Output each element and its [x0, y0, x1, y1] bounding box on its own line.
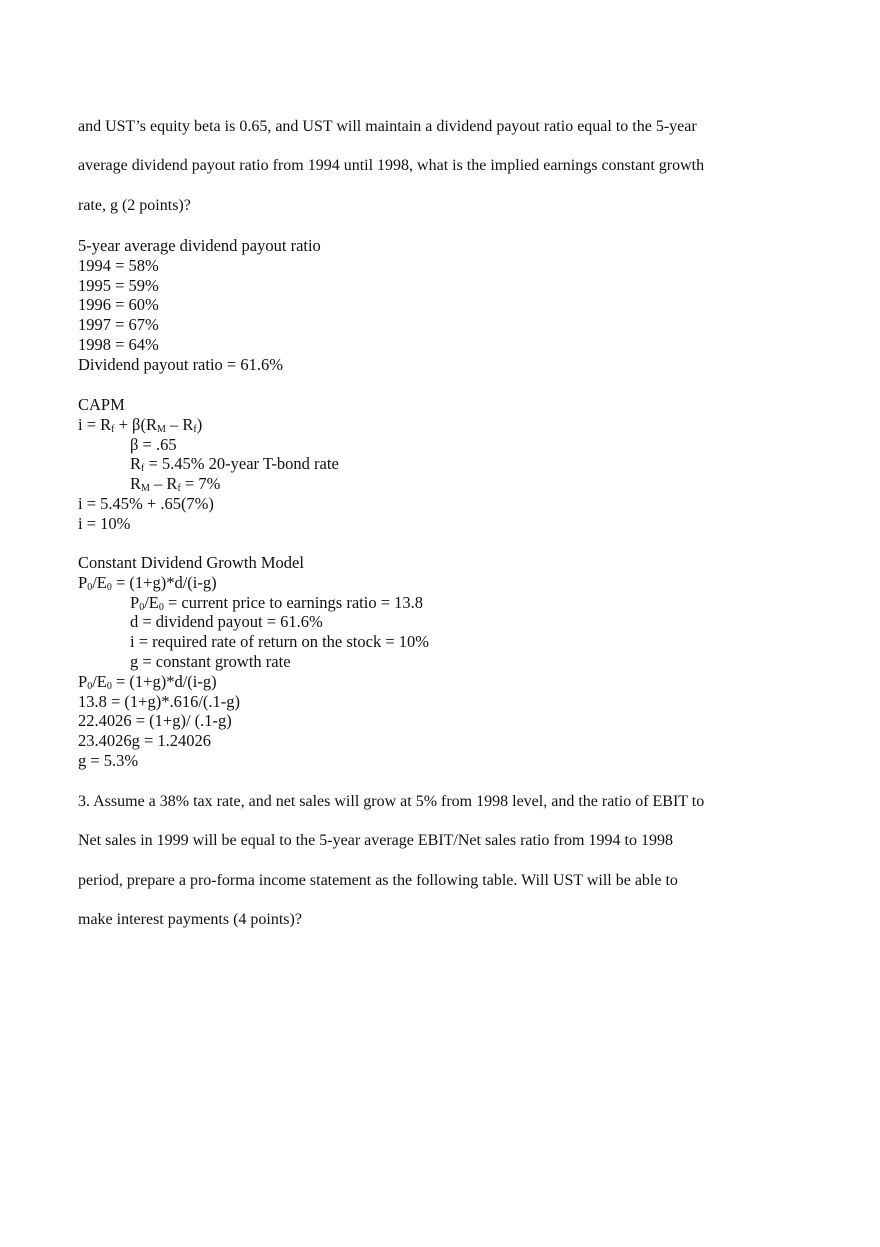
dgm-step: 22.4026 = (1+g)/ (.1-g): [78, 711, 232, 731]
capm-heading: CAPM: [78, 395, 125, 414]
dgm-pe-definition: $P_0/E_0$ = current price to earnings ratio = 13.8: [130, 592, 424, 613]
payout-year: 1995 = 59%: [78, 275, 159, 295]
question-line: period, prepare a pro-forma income statement as the following table. Will UST will be able to: [78, 872, 678, 889]
question-line: average dividend payout ratio from 1994 until 1998, what is the implied earnings constant growth: [78, 157, 705, 174]
question-line: and UST’s equity beta is 0.65, and UST will maintain a dividend payout ratio equal to the 5-year: [78, 118, 697, 135]
payout-year: 1997 = 67%: [78, 315, 159, 335]
dgm-step: 23.4026g = 1.24026: [78, 731, 212, 751]
dgm-formula-repeat: $P_0/E_0 = (1+g)*d/(i-g)$: [78, 671, 217, 692]
question-line: rate, g (2 points)?: [78, 197, 191, 214]
dgm-i-definition: i = required rate of return on the stock = 10%: [130, 632, 430, 652]
capm-beta: β = .65: [130, 434, 177, 454]
capm-risk-free: $R_f = 5.45\%$ 20-year T-bond rate: [130, 454, 339, 475]
capm-calc: i = 5.45% + .65(7%): [78, 493, 214, 513]
payout-result: Dividend payout ratio = 61.6%: [78, 354, 283, 374]
capm-formula: $i = R_f + \beta(R_M - R_f)$: [78, 414, 203, 435]
payout-year: 1994 = 58%: [78, 255, 159, 275]
capm-market-premium: $R_M - R_f = 7\%$: [130, 474, 221, 495]
dgm-heading: Constant Dividend Growth Model: [78, 553, 304, 572]
dgm-result: g = 5.3%: [78, 750, 139, 770]
payout-heading: 5-year average dividend payout ratio: [78, 236, 321, 255]
dgm-d-definition: d = dividend payout = 61.6%: [130, 612, 323, 632]
dgm-section: [78, 553, 429, 771]
dgm-g-definition: g = constant growth rate: [130, 651, 291, 671]
payout-year: 1998 = 64%: [78, 334, 159, 354]
dgm-step: 13.8 = (1+g)*.616/(.1-g): [78, 691, 241, 711]
question-line: make interest payments (4 points)?: [78, 911, 302, 928]
dgm-formula: $P_0/E_0 = (1+g)*d/(i-g)$: [78, 572, 217, 593]
question-line: Net sales in 1999 will be equal to the 5-year average EBIT/Net sales ratio from 1994 to 1998: [78, 832, 673, 849]
capm-result: i = 10%: [78, 513, 131, 533]
question-line: 3. Assume a 38% tax rate, and net sales will grow at 5% from 1998 level, and the ratio of EBIT to: [78, 793, 705, 810]
payout-section: [78, 236, 321, 375]
capm-section: [78, 395, 339, 534]
payout-year: 1996 = 60%: [78, 295, 159, 315]
